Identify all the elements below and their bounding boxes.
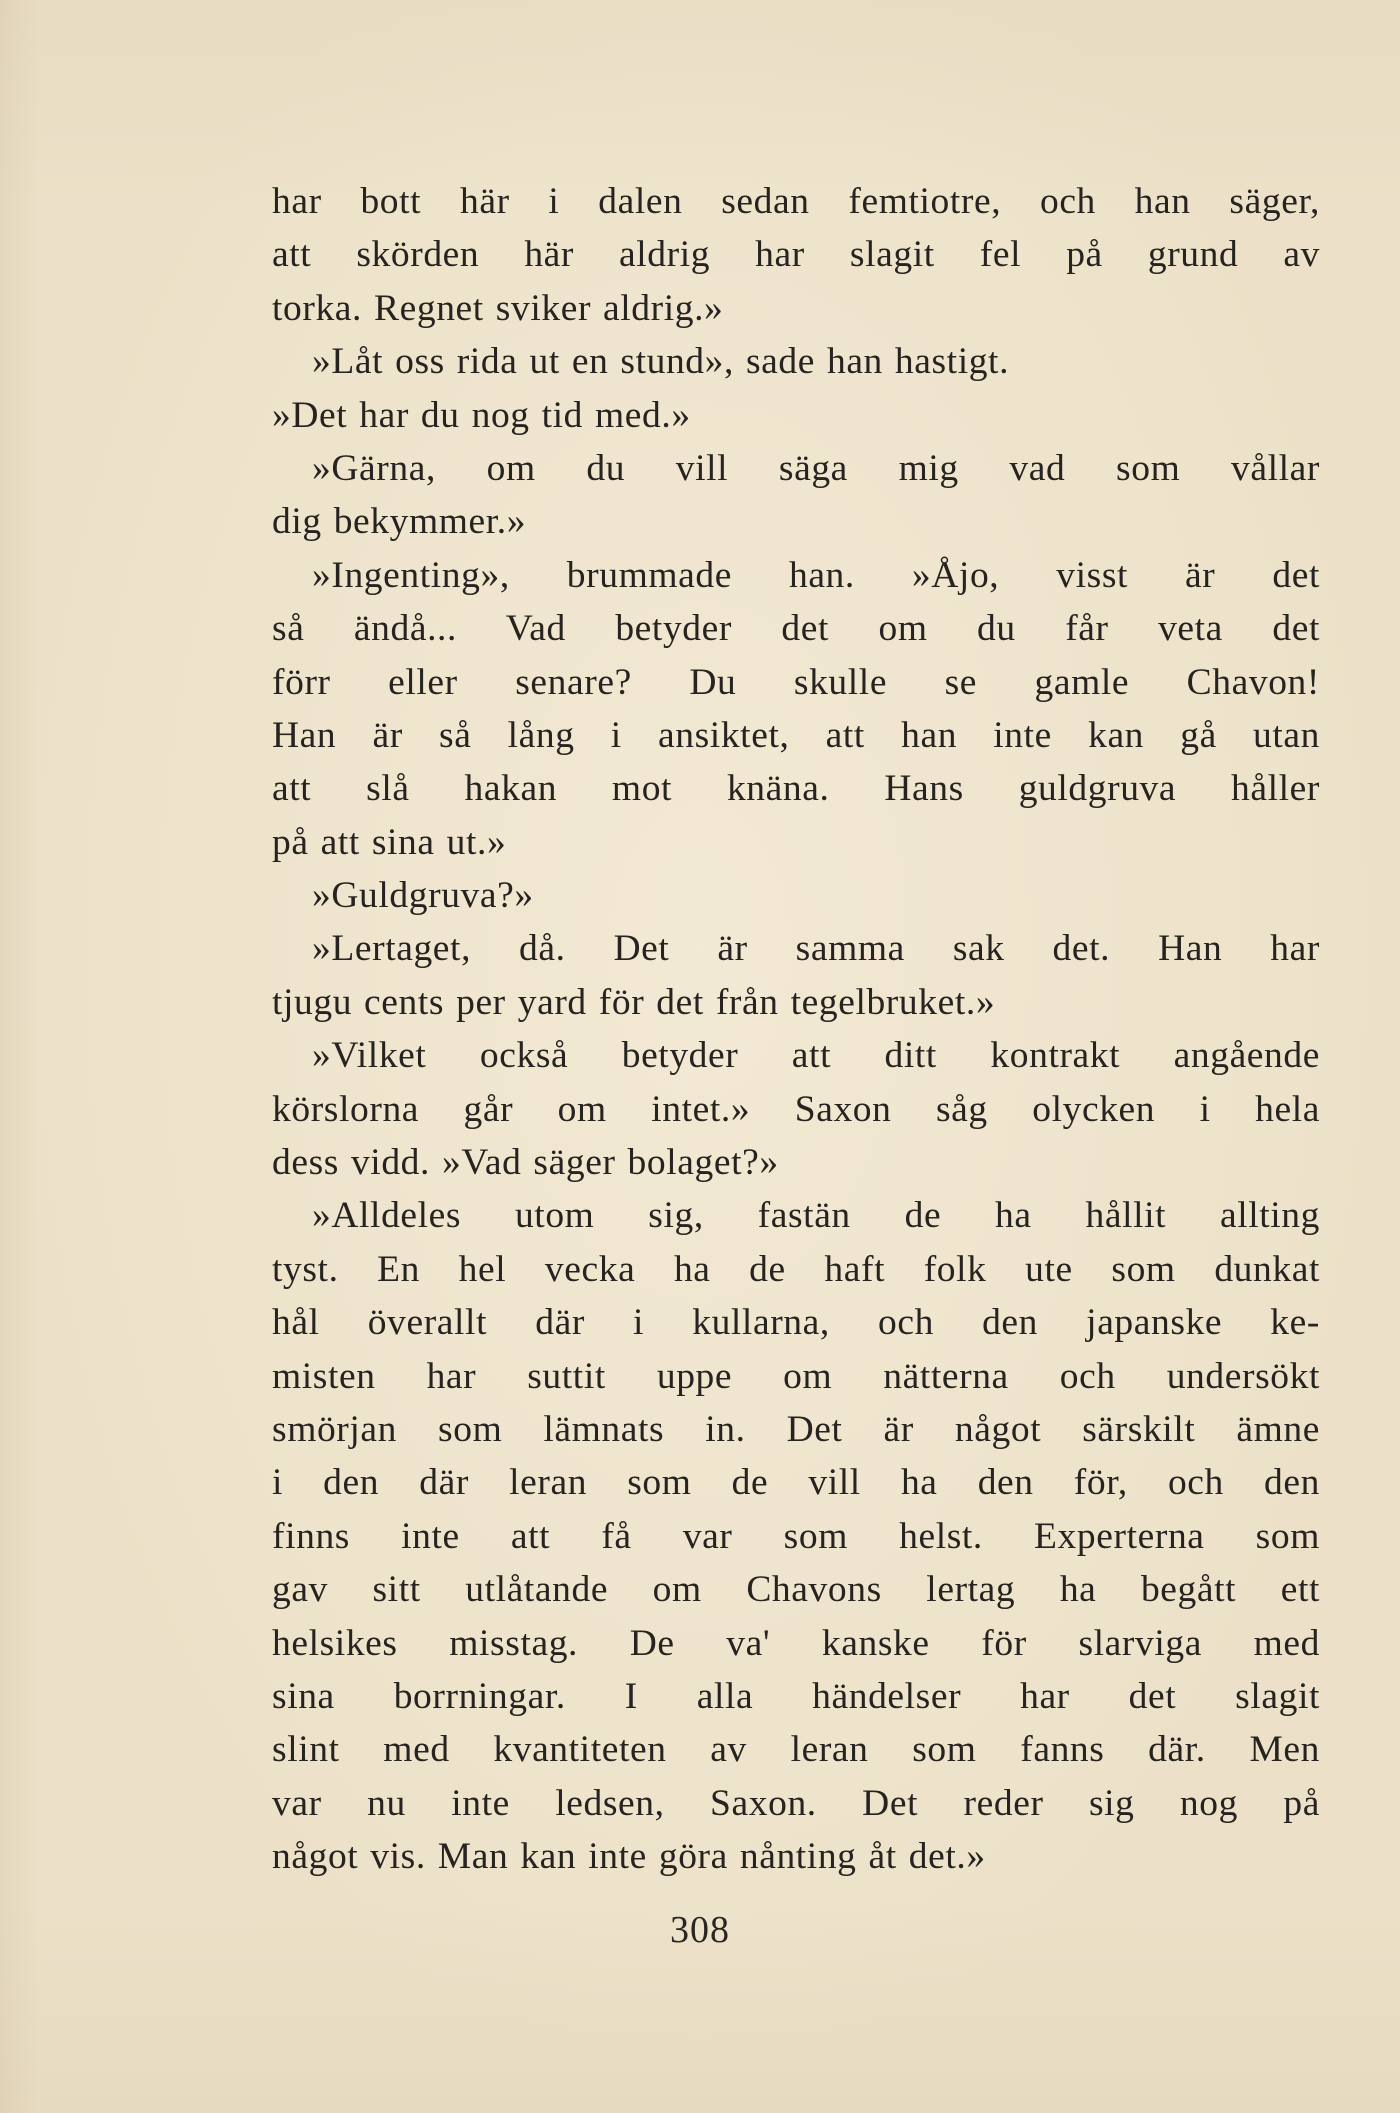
page-number: 308 [670,1909,730,1951]
text-line: tyst. En hel vecka ha de haft folk ute som dunkat [272,1248,1320,1290]
text-line: torka. Regnet sviker aldrig.» [272,287,724,329]
text-line: »Det har du nog tid med.» [272,394,691,436]
text-line: körslorna går om intet.» Saxon såg olycken i hela [272,1088,1320,1130]
text-line: helsikes misstag. De va' kanske för slarviga med [272,1622,1320,1664]
text-line: Han är så lång i ansiktet, att han inte kan gå utan [272,714,1320,756]
text-line: »Lertaget, då. Det är samma sak det. Han har [312,928,1320,970]
text-line: »Guldgruva?» [312,875,534,917]
text-line: »Alldeles utom sig, fastän de ha hållit allting [312,1195,1320,1237]
text-line: »Ingenting», brummade han. »Åjo, visst är det [312,554,1320,596]
text-line: sina borrningar. I alla händelser har det slagit [272,1675,1320,1717]
text-line: att slå hakan mot knäna. Hans guldgruva håller [272,768,1320,810]
text-line: slint med kvantiteten av leran som fanns där. Men [272,1729,1320,1771]
text-line: i den där leran som de vill ha den för, och den [272,1462,1320,1504]
text-line: förr eller senare? Du skulle se gamle Chavon! [272,661,1320,703]
text-line: så ändå... Vad betyder det om du får veta det [272,608,1320,650]
body-text [272,175,1320,1884]
text-line: smörjan som lämnats in. Det är något särskilt ämne [272,1408,1320,1450]
text-line: var nu inte ledsen, Saxon. Det reder sig nog på [272,1782,1320,1824]
text-line: att skörden här aldrig har slagit fel på grund av [272,234,1320,276]
text-line: »Gärna, om du vill säga mig vad som vållar [312,447,1320,489]
text-line: hål överallt där i kullarna, och den japanske ke- [272,1302,1320,1344]
text-line: gav sitt utlåtande om Chavons lertag ha begått ett [272,1569,1320,1611]
text-line: »Låt oss rida ut en stund», sade han hastigt. [312,341,1010,383]
text-line: »Vilket också betyder att ditt kontrakt angående [312,1035,1320,1077]
text-line: har bott här i dalen sedan femtiotre, och han säger, [272,181,1320,222]
text-line: tjugu cents per yard för det från tegelbruket.» [272,981,996,1023]
text-line: något vis. Man kan inte göra nånting åt det.» [272,1836,986,1878]
text-line: misten har suttit uppe om nätterna och undersökt [272,1355,1320,1397]
text-line: dess vidd. »Vad säger bolaget?» [272,1142,779,1184]
text-line: finns inte att få var som helst. Experterna som [272,1515,1320,1557]
text-line: på att sina ut.» [272,821,507,863]
text-line: dig bekymmer.» [272,501,527,543]
